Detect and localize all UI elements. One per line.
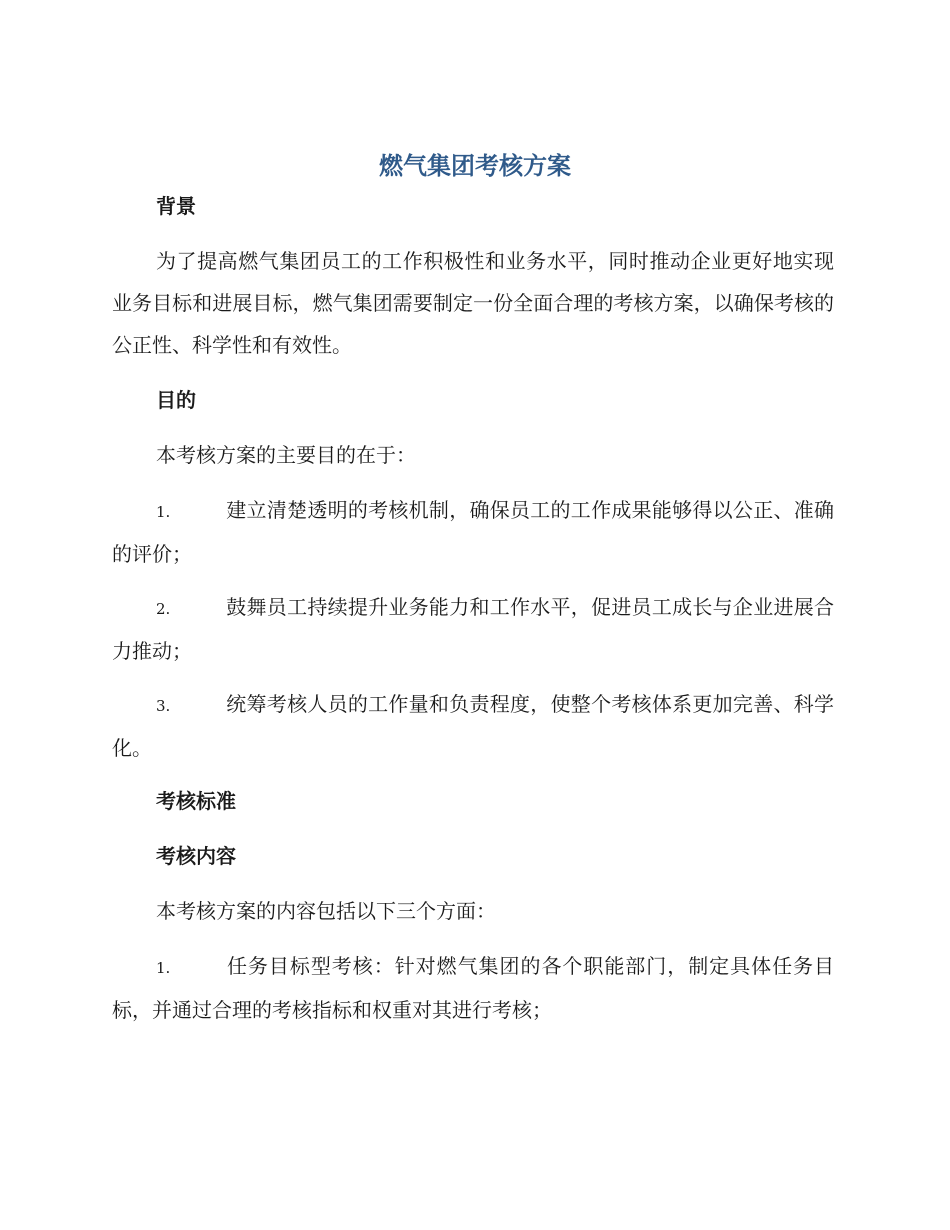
content-intro: 本考核方案的内容包括以下三个方面：	[156, 899, 496, 923]
document-title: 燃气集团考核方案	[379, 152, 571, 180]
purpose-list-item-2	[112, 586, 834, 672]
section-heading-content: 考核内容	[156, 844, 236, 868]
list-item-number: 2.	[156, 600, 171, 618]
list-item-number: 1.	[156, 503, 171, 521]
purpose-list-item-3	[112, 683, 834, 769]
purpose-intro: 本考核方案的主要目的在于：	[156, 443, 416, 467]
background-paragraph: 为了提高燃气集团员工的工作积极性和业务水平，同时推动企业更好地实现业务目标和进展目标，燃气集团需要制定一份全面合理的考核方案，以确保考核的公正性、科学性和有效性。	[112, 249, 834, 357]
list-item-text: 建立清楚透明的考核机制，确保员工的工作成果能够得以公正、准确的评价；	[112, 498, 834, 566]
section-heading-background: 背景	[156, 194, 196, 218]
section-heading-purpose: 目的	[156, 388, 196, 412]
section-heading-standard: 考核标准	[156, 789, 236, 813]
list-item-number: 3.	[156, 697, 171, 715]
list-item-text: 鼓舞员工持续提升业务能力和工作水平，促进员工成长与企业进展合力推动；	[112, 595, 834, 663]
purpose-list-item-1	[112, 489, 834, 575]
list-item-number: 1.	[156, 959, 171, 977]
content-list-item-1	[112, 945, 834, 1031]
list-item-text: 统筹考核人员的工作量和负责程度，使整个考核体系更加完善、科学化。	[112, 692, 834, 760]
list-item-text: 任务目标型考核：针对燃气集团的各个职能部门，制定具体任务目标，并通过合理的考核指标和权重对其进行考核；	[112, 954, 834, 1022]
